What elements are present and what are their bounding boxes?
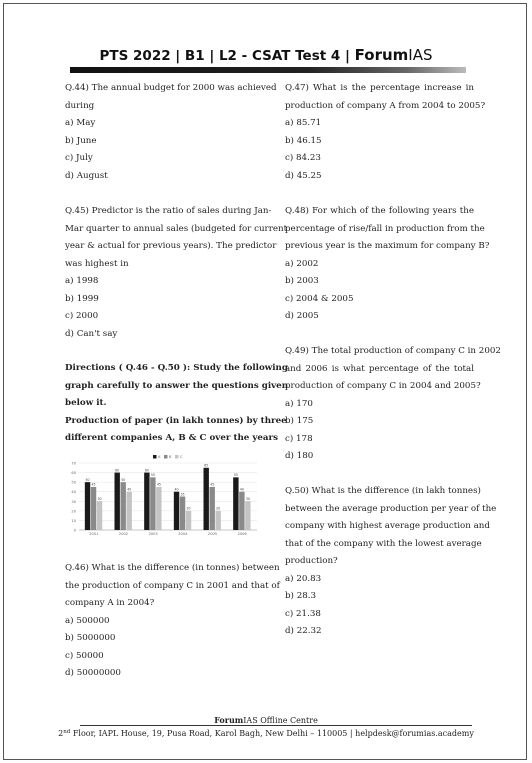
option-d[interactable]: d) 50000000 — [65, 668, 121, 678]
question-line: and 2006 is what percentage of the total — [285, 363, 474, 374]
question-50 — [285, 483, 497, 641]
data-label: 30 — [245, 497, 250, 502]
bar-B-2001 — [91, 487, 96, 530]
bar-B-2006 — [239, 492, 244, 530]
question-45 — [65, 203, 288, 343]
directions — [65, 360, 289, 448]
question-line: company A in 2004? — [65, 598, 155, 608]
data-label: 45 — [156, 482, 161, 487]
option-c[interactable]: c) 50000 — [65, 650, 104, 661]
bar-C-2003 — [156, 487, 161, 530]
chart-caption: different companies A, B & C over the years — [65, 433, 279, 443]
option-b[interactable]: b) 175 — [285, 416, 314, 426]
option-b[interactable]: b) June — [65, 135, 97, 146]
question-line: that of the company with the lowest average — [285, 538, 482, 549]
option-b[interactable]: b) 46.15 — [285, 135, 322, 146]
directions-line: Directions ( Q.46 - Q.50 ): Study the following — [65, 363, 288, 373]
chart-caption: Production of paper (in lakh tonnes) by three — [65, 415, 287, 426]
bar-C-2002 — [127, 492, 132, 530]
data-label: 50 — [85, 477, 90, 482]
bar-B-2004 — [180, 497, 185, 531]
page-title — [0, 46, 532, 64]
legend-label: A — [158, 455, 161, 460]
data-label: 40 — [239, 487, 244, 492]
option-a[interactable]: a) May — [65, 118, 96, 128]
legend-label: B — [169, 455, 172, 460]
footer-rule — [80, 725, 472, 726]
question-line: the production of company C in 2001 and that of — [65, 580, 280, 591]
y-tick-label: 60 — [71, 471, 76, 476]
question-line: was highest in — [65, 258, 129, 269]
option-a[interactable]: a) 1998 — [65, 276, 99, 286]
question-46 — [65, 560, 280, 683]
header-rule — [70, 67, 466, 73]
bar-A-2003 — [144, 473, 149, 530]
x-tick-label: 2006 — [237, 532, 247, 536]
bar-C-2005 — [216, 511, 221, 530]
option-c[interactable]: c) 21.38 — [285, 608, 321, 619]
option-d[interactable]: d) August — [65, 170, 108, 181]
data-label: 40 — [127, 487, 132, 492]
brand-logo: ForumIAS — [354, 46, 433, 64]
question-47 — [285, 80, 486, 185]
question-48 — [285, 203, 490, 326]
bar-A-2005 — [204, 468, 209, 530]
data-label: 45 — [210, 482, 215, 487]
bar-C-2006 — [245, 501, 250, 530]
y-tick-label: 70 — [71, 461, 76, 466]
x-tick-label: 2002 — [118, 532, 129, 536]
question-line: previous year is the maximum for company B? — [285, 241, 490, 251]
x-tick-label: 2005 — [207, 532, 218, 536]
question-line: during — [65, 100, 95, 111]
legend-swatch — [175, 455, 179, 459]
question-line: company with highest average production and — [285, 521, 490, 531]
option-d[interactable]: d) 22.32 — [285, 626, 322, 636]
question-line: between the average production per year of the — [285, 503, 497, 514]
option-a[interactable]: a) 85.71 — [285, 118, 322, 128]
option-b[interactable]: b) 28.3 — [285, 591, 317, 601]
title-prefix: PTS 2022 | B1 | L2 - CSAT Test 4 | — [99, 48, 355, 64]
bar-A-2004 — [174, 492, 179, 530]
option-c[interactable]: c) 2000 — [65, 311, 99, 321]
legend-label: C — [180, 455, 183, 460]
option-d[interactable]: d) Can't say — [65, 328, 118, 339]
option-b[interactable]: b) 1999 — [65, 293, 99, 304]
option-a[interactable]: a) 500000 — [65, 615, 110, 626]
option-c[interactable]: c) July — [65, 153, 93, 163]
data-label: 65 — [204, 463, 209, 468]
option-d[interactable]: d) 45.25 — [285, 170, 322, 181]
bar-B-2002 — [121, 482, 126, 530]
y-tick-label: 50 — [71, 480, 76, 485]
legend-swatch — [153, 455, 157, 459]
question-line: year & actual for previous years). The predictor — [65, 241, 277, 251]
y-tick-label: 10 — [71, 518, 76, 523]
production-bar-chart — [65, 453, 265, 541]
question-44 — [65, 80, 277, 185]
option-a[interactable]: a) 20.83 — [285, 573, 322, 584]
y-tick-label: 30 — [71, 499, 76, 504]
bar-A-2002 — [115, 473, 120, 530]
bar-B-2003 — [150, 477, 155, 530]
bar-A-2006 — [233, 477, 238, 530]
directions-line: below it. — [65, 398, 107, 408]
data-label: 20 — [216, 506, 221, 511]
question-line: Q.46) What is the difference (in tonnes) between — [65, 563, 280, 573]
question-line: Q.44) The annual budget for 2000 was achieved — [65, 83, 277, 93]
question-line: production of company A from 2004 to 2005? — [285, 100, 486, 111]
question-line: Q.50) What is the difference (in lakh tonnes) — [285, 486, 481, 496]
question-49 — [285, 343, 501, 466]
x-tick-label: 2004 — [178, 532, 188, 536]
bar-C-2004 — [186, 511, 191, 530]
data-label: 55 — [150, 473, 155, 478]
question-line: Q.45) Predictor is the ratio of sales during Jan- — [65, 206, 272, 216]
y-tick-label: 40 — [71, 490, 76, 495]
option-c[interactable]: c) 84.23 — [285, 153, 321, 163]
legend-swatch — [164, 455, 168, 459]
option-b[interactable]: b) 2003 — [285, 276, 319, 286]
question-line: Mar quarter to annual sales (budgeted for current — [65, 223, 288, 234]
chart-canvas — [65, 453, 265, 541]
x-tick-label: 2001 — [89, 532, 99, 536]
y-tick-label: 20 — [71, 509, 76, 514]
question-line: percentage of rise/fall in production from the — [285, 223, 485, 234]
footer-address: 2nd Floor, IAPL House, 19, Pusa Road, Karol Bagh, New Delhi – 110005 | helpdesk@forumias.academy — [58, 729, 474, 738]
option-b[interactable]: b) 5000000 — [65, 633, 116, 643]
option-a[interactable]: a) 170 — [285, 398, 313, 409]
question-line: Q.47) What is the percentage increase in — [285, 83, 474, 93]
option-a[interactable]: a) 2002 — [285, 258, 319, 269]
option-d[interactable]: d) 180 — [285, 451, 314, 461]
data-label: 40 — [174, 487, 179, 492]
question-line: Q.49) The total production of company C in 2002 — [285, 346, 501, 356]
question-line: production? — [285, 556, 338, 566]
bar-B-2005 — [210, 487, 215, 530]
question-line: Q.48) For which of the following years the — [285, 206, 474, 216]
data-label: 60 — [115, 468, 120, 473]
data-label: 50 — [121, 477, 126, 482]
y-tick-label: 0 — [73, 528, 76, 533]
data-label: 45 — [91, 482, 96, 487]
bar-A-2001 — [85, 482, 90, 530]
directions-line: graph carefully to answer the questions given — [65, 380, 289, 391]
question-line: production of company C in 2004 and 2005? — [285, 381, 481, 391]
x-tick-label: 2003 — [148, 532, 158, 536]
option-d[interactable]: d) 2005 — [285, 311, 319, 321]
data-label: 55 — [233, 473, 238, 478]
data-label: 20 — [186, 506, 191, 511]
option-c[interactable]: c) 178 — [285, 433, 313, 444]
option-c[interactable]: c) 2004 & 2005 — [285, 293, 354, 304]
data-label: 35 — [180, 492, 185, 497]
data-label: 60 — [144, 468, 149, 473]
footer-centre: ForumIAS Offline Centre — [214, 715, 318, 725]
bar-C-2001 — [97, 501, 102, 530]
data-label: 30 — [97, 497, 102, 502]
